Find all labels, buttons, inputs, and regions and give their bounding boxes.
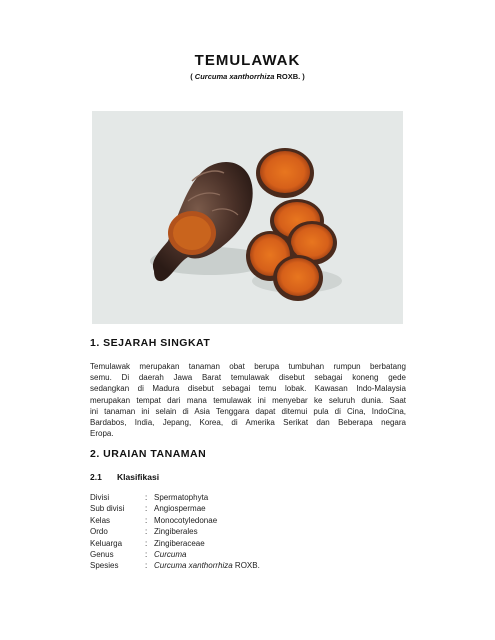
- classification-row: [90, 492, 260, 503]
- section-paragraph-sejarah: [90, 361, 406, 439]
- paragraph-line: semu. Di daerah Jawa Barat temulawak disebut sebagai koneng gede: [90, 373, 406, 383]
- classification-value: Angiospermae: [154, 504, 206, 514]
- classification-key: Spesies: [90, 561, 119, 571]
- paragraph-line: Eropa.: [90, 429, 114, 439]
- classification-key: Ordo: [90, 527, 108, 537]
- classification-key: Keluarga: [90, 538, 123, 548]
- classification-separator: :: [145, 493, 148, 502]
- classification-list: [90, 492, 260, 572]
- classification-row: [90, 560, 260, 571]
- classification-key: Divisi: [90, 493, 110, 502]
- classification-separator: :: [145, 549, 148, 559]
- classification-value: Curcuma xanthorrhiza: [154, 561, 233, 571]
- paragraph-line: ini tanaman ini selain di Asia Tenggara dapat ditemui pula di Cina, IndoCina,: [90, 406, 406, 416]
- classification-row: [90, 526, 260, 537]
- temulawak-rhizome-photo: [92, 111, 403, 324]
- classification-separator: :: [145, 515, 148, 525]
- classification-row: [90, 515, 260, 526]
- section-heading-sejarah: 1. SEJARAH SINGKAT: [90, 337, 211, 349]
- subtitle-open: (: [190, 72, 195, 81]
- paragraph-line: Temulawak merupakan tanaman obat berupa tumbuhan rumpun berbatang: [90, 362, 406, 371]
- classification-value: Curcuma: [154, 549, 187, 559]
- classification-author: ROXB.: [232, 561, 260, 571]
- classification-separator: :: [145, 561, 148, 571]
- classification-key: Sub divisi: [90, 504, 125, 514]
- subsection-heading-klasifikasi: [90, 472, 159, 482]
- classification-row: [90, 549, 260, 560]
- section-heading-uraian: 2. URAIAN TANAMAN: [90, 448, 207, 460]
- classification-separator: :: [145, 504, 148, 514]
- subsection-title: Klasifikasi: [117, 472, 160, 482]
- paragraph-line: sedangkan di Madura disebut sebagai temu lobak. Kawasan Indo-Malaysia: [90, 384, 406, 394]
- classification-key: Kelas: [90, 515, 111, 525]
- classification-value: Zingiberales: [154, 527, 198, 537]
- classification-row: [90, 503, 260, 514]
- paragraph-line: Bardabos, India, Jepang, Korea, di Amerika Serikat dan Beberapa negara: [90, 418, 406, 428]
- classification-value: Zingiberaceae: [154, 538, 205, 548]
- classification-row: [90, 538, 260, 549]
- subsection-number: 2.1: [90, 472, 102, 482]
- classification-value: Monocotyledonae: [154, 515, 218, 525]
- classification-separator: :: [145, 538, 148, 548]
- document-title: TEMULAWAK: [194, 52, 301, 69]
- classification-separator: :: [145, 527, 148, 537]
- document-subtitle: [0, 72, 495, 81]
- classification-key: Genus: [90, 549, 114, 559]
- paragraph-line: merupakan tempat dari mana temulawak ini menyebar ke seluruh dunia. Saat: [90, 395, 406, 405]
- scientific-name: Curcuma xanthorrhiza: [194, 72, 275, 81]
- subtitle-author: ROXB. ): [274, 72, 305, 81]
- classification-value: Spermatophyta: [154, 493, 209, 502]
